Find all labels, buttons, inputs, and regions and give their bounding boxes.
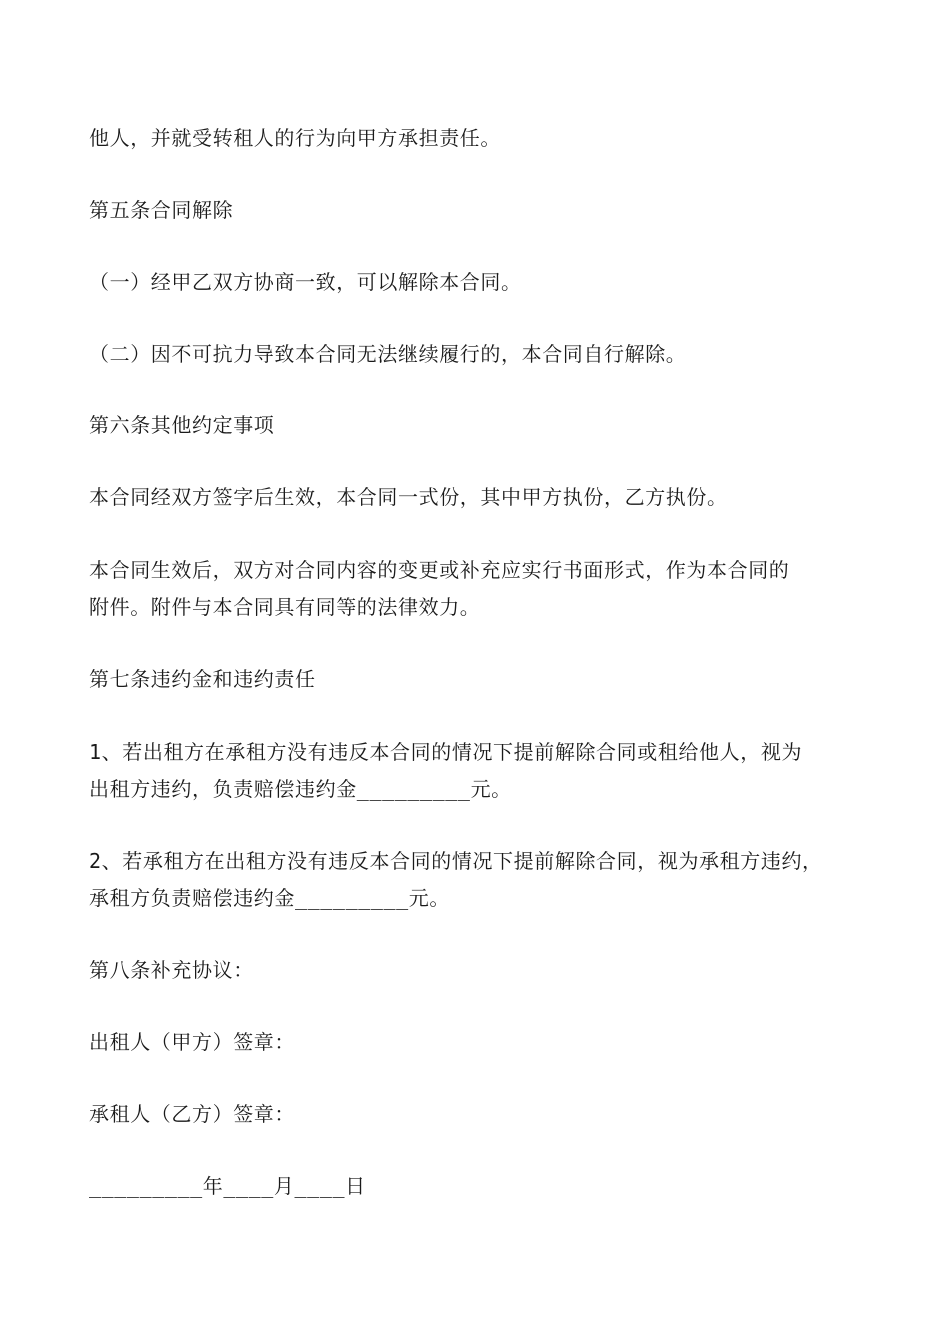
paragraph-sublease-responsibility: 他人，并就受转租人的行为向甲方承担责任。 bbox=[89, 126, 501, 150]
section-heading-article-6: 第六条其他约定事项 bbox=[89, 413, 275, 437]
section-heading-article-8: 第八条补充协议： bbox=[89, 958, 254, 982]
clause-5-2: （二）因不可抗力导致本合同无法继续履行的，本合同自行解除。 bbox=[89, 342, 687, 366]
clause-6-amendments-line-1: 本合同生效后，双方对合同内容的变更或补充应实行书面形式，作为本合同的 bbox=[89, 558, 790, 582]
section-heading-article-7: 第七条违约金和违约责任 bbox=[89, 667, 316, 691]
clause-6-amendments-line-2: 附件。附件与本合同具有同等的法律效力。 bbox=[89, 595, 481, 619]
clause-7-2-line-2: 承租方负责赔偿违约金_________元。 bbox=[89, 886, 450, 910]
lessee-signature-label: 承租人（乙方）签章： bbox=[89, 1102, 295, 1126]
clause-7-2-line-1: 2、若承租方在出租方没有违反本合同的情况下提前解除合同，视为承租方违约， bbox=[89, 849, 823, 873]
clause-5-1: （一）经甲乙双方协商一致，可以解除本合同。 bbox=[89, 270, 522, 294]
clause-7-1-line-1: 1、若出租方在承租方没有违反本合同的情况下提前解除合同或租给他人，视为 bbox=[89, 740, 803, 764]
lessor-signature-label: 出租人（甲方）签章： bbox=[89, 1030, 295, 1054]
section-heading-article-5: 第五条合同解除 bbox=[89, 198, 234, 222]
date-line: _________年____月____日 bbox=[89, 1174, 366, 1198]
clause-6-effective: 本合同经双方签字后生效，本合同一式份，其中甲方执份，乙方执份。 bbox=[89, 485, 728, 509]
clause-7-1-line-2: 出租方违约，负责赔偿违约金_________元。 bbox=[89, 777, 512, 801]
